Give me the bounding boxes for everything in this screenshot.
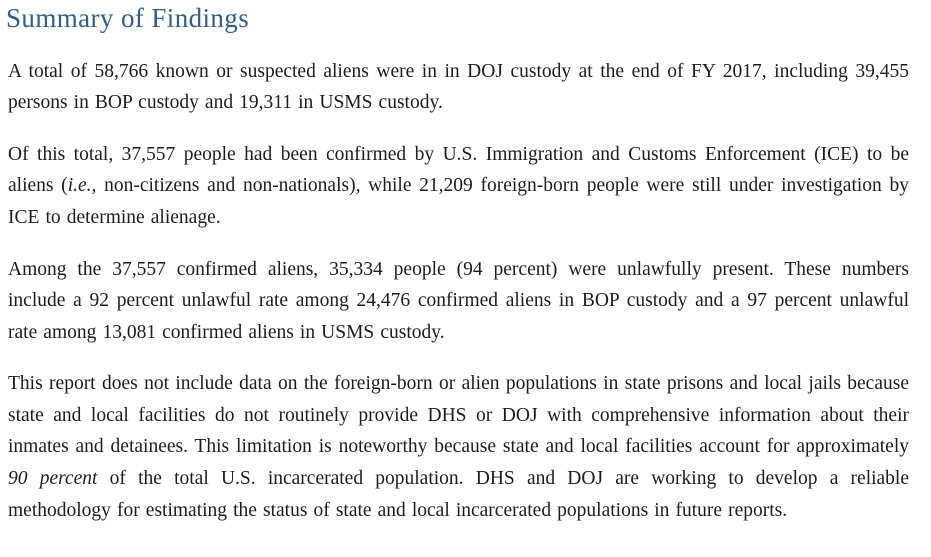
paragraph-2	[8, 139, 909, 234]
paragraph-4-text-part-1: This report does not include data on the foreign-born or alien populations in state prisons and local jails because state and local facilities do not routinely provide DHS or DOJ with comprehensive information about their inmates and detainees. This limitation is noteworthy because state and local facilities account for approximately	[8, 373, 909, 458]
paragraph-4-italic-percent: 90 percent	[8, 468, 98, 490]
paragraph-2-text-part-2: , non-citizens and non-nationals), while 21,209 foreign-born people were still under investigation by ICE to determine alienage.	[8, 175, 910, 228]
paragraph-2-text-part-1: Of this total, 37,557 people had been confirmed by U.S. Immigration and Customs Enforcement (ICE) to be aliens (	[8, 143, 909, 197]
paragraph-1	[8, 56, 909, 119]
paragraph-3	[8, 254, 909, 349]
document-body	[4, 56, 931, 527]
page-title: Summary of Findings	[6, 3, 250, 33]
paragraph-3-text: Among the 37,557 confirmed aliens, 35,334 people (94 percent) were unlawfully present. These numbers include a 92 percent unlawful rate among 24,476 confirmed aliens in BOP custody and a 97 percent unlawful rate among 13,081 confirmed aliens in USMS custody.	[8, 258, 909, 343]
paragraph-4	[8, 368, 909, 526]
document-page	[0, 4, 931, 557]
paragraph-2-italic-ie: i.e.	[67, 175, 92, 197]
paragraph-4-text-part-2: of the total U.S. incarcerated population. DHS and DOJ are working to develop a reliable methodology for estimating the status of state and local incarcerated populations in future reports.	[8, 468, 910, 521]
paragraph-1-text: A total of 58,766 known or suspected aliens were in in DOJ custody at the end of FY 2017, including 39,455 persons in BOP custody and 19,311 in USMS custody.	[8, 60, 909, 114]
